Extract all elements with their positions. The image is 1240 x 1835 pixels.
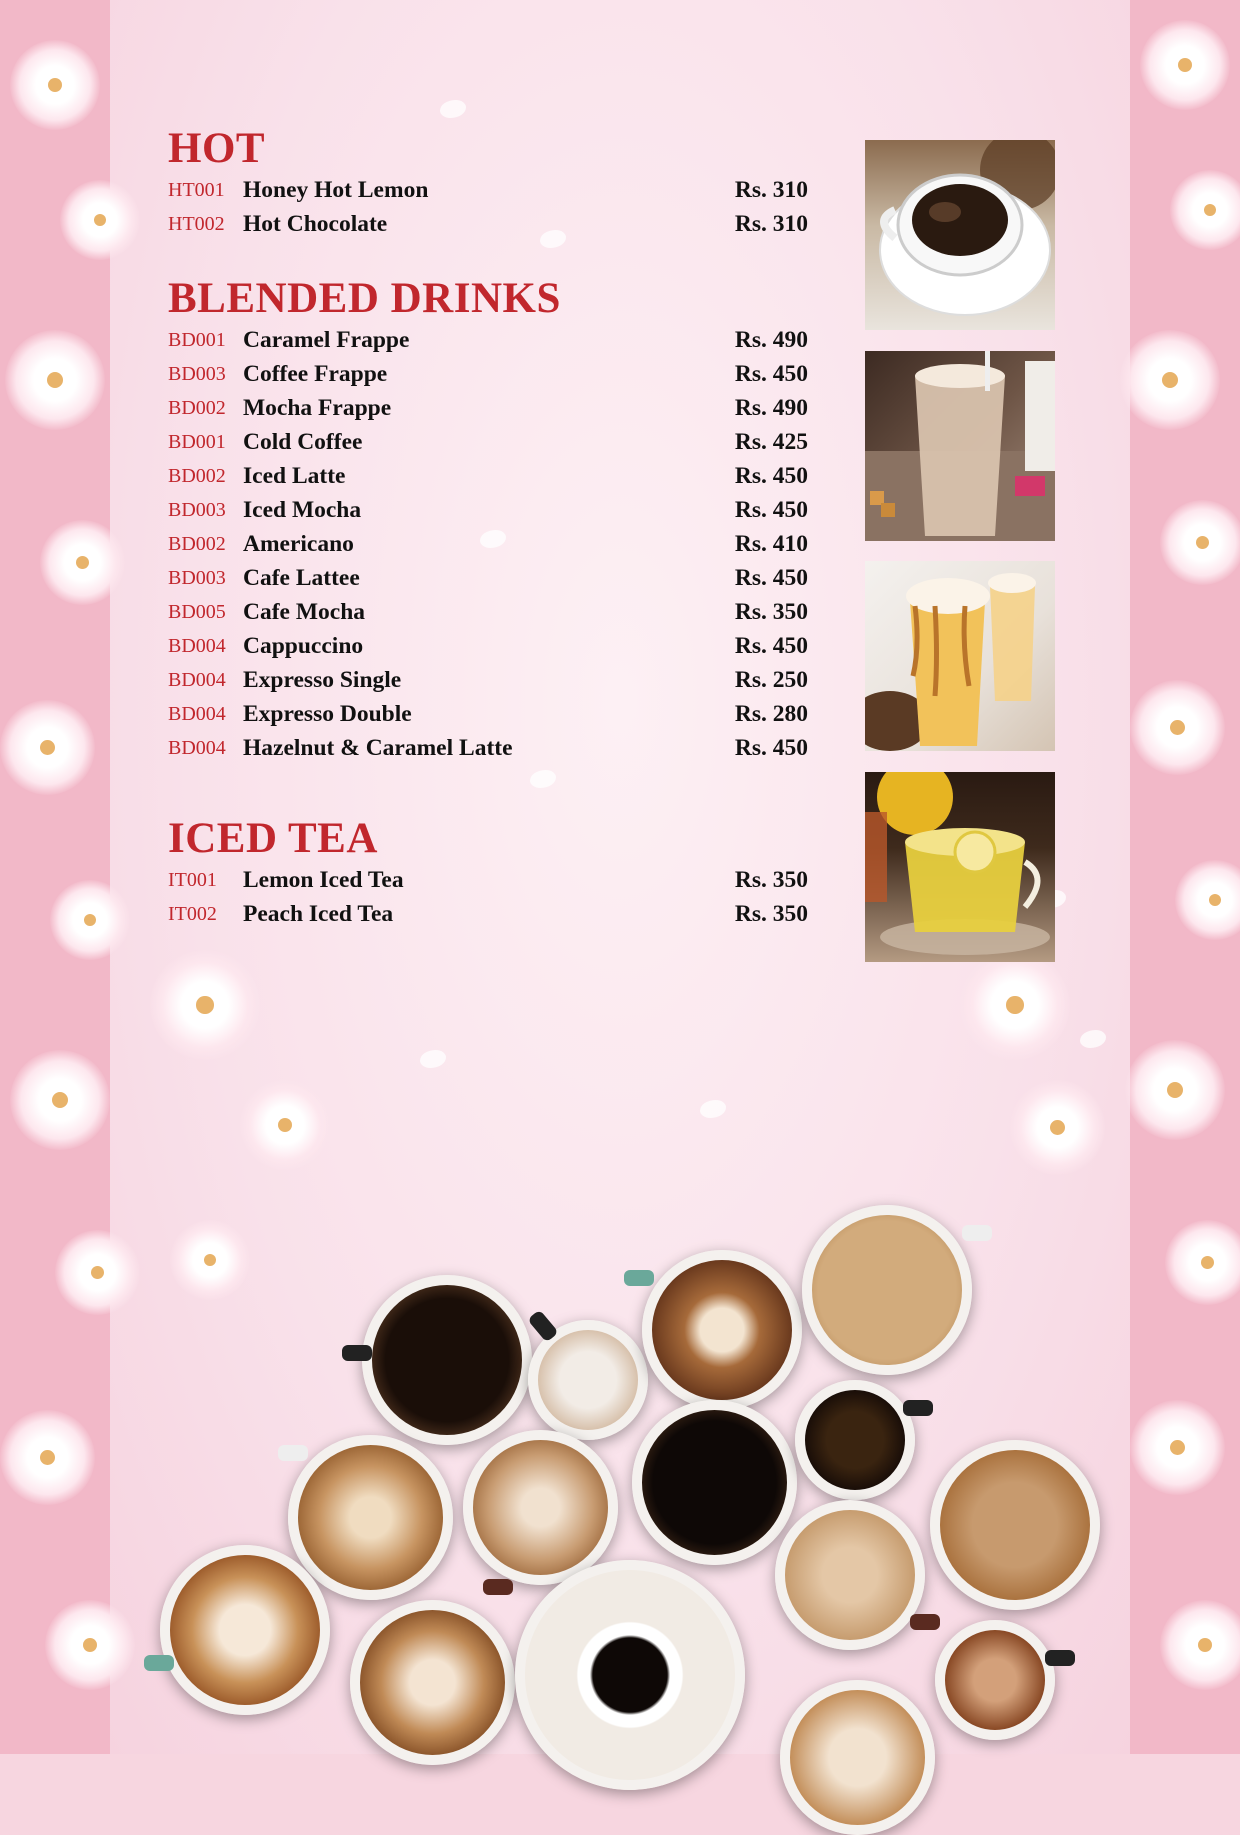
item-name: Iced Latte	[243, 462, 346, 489]
menu-item	[168, 493, 808, 527]
black-coffee-cup	[362, 1275, 532, 1445]
espresso-cup-small	[795, 1380, 915, 1500]
item-price: Rs. 450	[734, 462, 808, 489]
espresso-foam-cup	[463, 1430, 618, 1585]
item-name: Hot Chocolate	[243, 210, 388, 237]
menu-item	[168, 357, 808, 391]
menu-item	[168, 561, 808, 595]
menu-item	[168, 527, 808, 561]
section-iced-tea	[168, 815, 808, 931]
item-price: Rs. 250	[734, 666, 808, 693]
item-code: BD002	[168, 532, 226, 555]
item-name: Americano	[243, 530, 354, 557]
blossom-flower	[60, 180, 140, 260]
menu-item	[168, 697, 808, 731]
item-code: HT001	[168, 178, 225, 201]
foam-coffee-cup	[528, 1320, 648, 1440]
cappuccino-cup	[288, 1435, 453, 1600]
blossom-flower	[1160, 1600, 1240, 1690]
menu-list	[168, 125, 808, 931]
item-name: Cafe Mocha	[243, 598, 366, 625]
item-code: IT001	[168, 868, 217, 891]
blossom-flower	[1160, 500, 1240, 585]
section-hot	[168, 125, 808, 275]
item-price: Rs. 350	[734, 598, 808, 625]
item-code: BD003	[168, 498, 226, 521]
menu-item	[168, 595, 808, 629]
blossom-flower	[1140, 20, 1230, 110]
blossom-flower	[1170, 170, 1240, 250]
saucer-espresso-cup	[515, 1560, 745, 1790]
menu-item	[168, 391, 808, 425]
item-code: BD004	[168, 736, 226, 759]
latte-cup-large	[802, 1205, 972, 1375]
section-title: ICED TEA	[168, 815, 378, 862]
item-code: BD002	[168, 464, 226, 487]
blossom-flower	[0, 700, 95, 795]
blossom-flower	[40, 520, 125, 605]
item-price: Rs. 450	[734, 564, 808, 591]
item-price: Rs. 450	[734, 496, 808, 523]
item-name: Iced Mocha	[243, 496, 362, 523]
item-price: Rs. 490	[734, 326, 808, 353]
hot-coffee-cup-photo	[865, 140, 1055, 330]
item-price: Rs. 425	[734, 428, 808, 455]
heart-latte-cup-2	[350, 1600, 515, 1765]
item-code: BD004	[168, 702, 226, 725]
item-name: Lemon Iced Tea	[243, 866, 404, 893]
lemon-tea-photo	[865, 772, 1055, 962]
black-coffee-cup-2	[632, 1400, 797, 1565]
item-price: Rs. 450	[734, 632, 808, 659]
caramel-frappe-photo	[865, 561, 1055, 751]
latte-cup-medium	[775, 1500, 925, 1650]
item-name: Coffee Frappe	[243, 360, 388, 387]
item-name: Honey Hot Lemon	[243, 176, 429, 203]
item-price: Rs. 450	[734, 734, 808, 761]
menu-item	[168, 629, 808, 663]
blossom-flower	[50, 880, 130, 960]
item-code: HT002	[168, 212, 225, 235]
blossom-flower	[1125, 1040, 1225, 1140]
item-name: Caramel Frappe	[243, 326, 410, 353]
menu-item	[168, 731, 808, 765]
item-name: Mocha Frappe	[243, 394, 392, 421]
blossom-flower	[1165, 1220, 1240, 1305]
item-price: Rs. 450	[734, 360, 808, 387]
coffee-cups-collage	[120, 1180, 1120, 1754]
blossom-flower	[10, 40, 100, 130]
menu-item	[168, 863, 808, 897]
item-name: Cafe Lattee	[243, 564, 360, 591]
section-blended-drinks	[168, 275, 808, 815]
milky-coffee-cup	[930, 1440, 1100, 1610]
menu-item	[168, 207, 808, 241]
item-price: Rs. 310	[734, 210, 808, 237]
heart-latte-cup	[642, 1250, 802, 1410]
item-code: BD004	[168, 668, 226, 691]
item-code: BD002	[168, 396, 226, 419]
latte-art-cup	[160, 1545, 330, 1715]
foam-latte-cup-bottom	[780, 1680, 935, 1835]
blossom-flower	[960, 950, 1070, 1060]
item-price: Rs. 350	[734, 900, 808, 927]
blossom-flower	[10, 1050, 110, 1150]
item-code: BD005	[168, 600, 226, 623]
item-name: Peach Iced Tea	[243, 900, 394, 927]
item-price: Rs. 350	[734, 866, 808, 893]
blossom-flower	[0, 1410, 95, 1505]
menu-item	[168, 173, 808, 207]
section-title: HOT	[168, 125, 266, 172]
item-price: Rs. 410	[734, 530, 808, 557]
blossom-flower	[1120, 330, 1220, 430]
item-code: IT002	[168, 902, 217, 925]
item-price: Rs. 310	[734, 176, 808, 203]
menu-item	[168, 425, 808, 459]
menu-item	[168, 323, 808, 357]
blossom-flower	[1130, 680, 1225, 775]
item-code: BD001	[168, 430, 226, 453]
menu-item	[168, 459, 808, 493]
blossom-flower	[5, 330, 105, 430]
section-title: BLENDED DRINKS	[168, 275, 561, 322]
item-name: Expresso Double	[243, 700, 412, 727]
menu-item	[168, 663, 808, 697]
item-price: Rs. 280	[734, 700, 808, 727]
item-price: Rs. 490	[734, 394, 808, 421]
item-name: Expresso Single	[243, 666, 402, 693]
blossom-flower	[240, 1080, 330, 1170]
item-code: BD003	[168, 362, 226, 385]
iced-latte-photo	[865, 351, 1055, 541]
item-code: BD004	[168, 634, 226, 657]
blossom-flower	[1010, 1080, 1105, 1175]
blossom-flower	[150, 950, 260, 1060]
menu-item	[168, 897, 808, 931]
item-name: Cappuccino	[243, 632, 364, 659]
item-code: BD001	[168, 328, 226, 351]
item-code: BD003	[168, 566, 226, 589]
blossom-flower	[1130, 1400, 1225, 1495]
espresso-crema-cup	[935, 1620, 1055, 1740]
item-name: Cold Coffee	[243, 428, 363, 455]
item-name: Hazelnut & Caramel Latte	[243, 734, 513, 761]
